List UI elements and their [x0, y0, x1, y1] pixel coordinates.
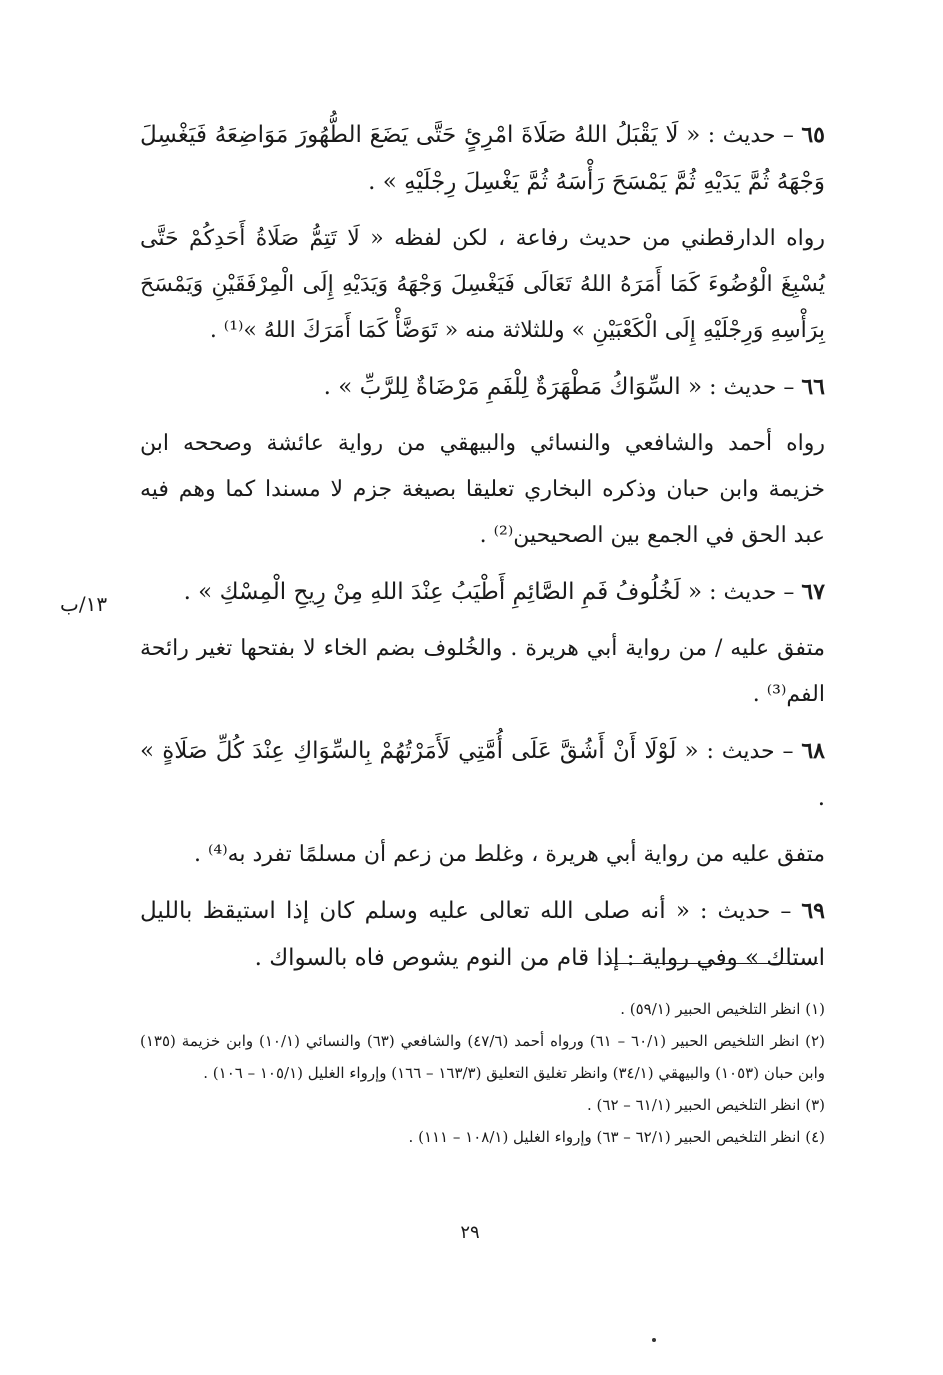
hadith-label: – حديث : [700, 899, 792, 924]
hadith-67 [140, 569, 825, 616]
hadith-text: « السِّوَاكُ مَطْهَرَةٌ لِلْفَمِ مَرْضَاةٌ لِلرَّبِّ » . [323, 374, 703, 400]
hadith-label: – حديث : [709, 375, 795, 400]
hadith-label: – حديث : [707, 123, 794, 148]
hadith-label: – حديث : [709, 580, 795, 605]
footnote-3: (٣) انظر التلخيص الحبير (٦١/١ – ٦٢) . [587, 1096, 825, 1114]
footnote-2: (٢) انظر التلخيص الحبير (٦٠/١ – ٦١) ورواه أحمد (٤٧/٦) والشافعي (٦٣) والنسائي (١٠/١) وابن خزيمة (١٣٥) وابن حبان (١٠٥٣) والبيهقي (٣٤/١) وانظر تغليق التعليق (١٦٣/٣ – ١٦٦) وإرواء الغليل (١٠٥/١ – ١٠٦) . [140, 1032, 825, 1082]
hadith-number: ٦٥ [801, 122, 825, 148]
hadith-number: ٦٦ [801, 374, 825, 400]
footnote-4: (٤) انظر التلخيص الحبير (٦٢/١ – ٦٣) وإرواء الغليل (١٠٨/١ – ١١١) . [408, 1128, 825, 1146]
footnote-separator [605, 963, 818, 964]
hadith-68 [140, 728, 825, 822]
main-text [140, 112, 825, 992]
hadith-text: « لَوْلَا أَنْ أَشُقَّ عَلَى أُمَّتِي لَأَمَرْتُهُمْ بِالسِّوَاكِ عِنْدَ كُلِّ صَلَاةٍ » . [140, 738, 825, 811]
footnotes [140, 993, 825, 1153]
hadith-65 [140, 112, 825, 206]
hadith-69 [140, 888, 825, 982]
hadith-text: « لَا يَقْبَلُ اللهُ صَلَاةَ امْرِئٍ حَتَّى يَضَعَ الطُّهُورَ مَوَاضِعَهُ فَيَغْسِلَ وَجْهَهُ ثُمَّ يَدَيْهِ ثُمَّ يَمْسَحَ رَأْسَهُ ثُمَّ يَغْسِلَ رِجْلَيْهِ » . [140, 122, 825, 195]
commentary-65: رواه الدارقطني من حديث رفاعة ، لكن لفظه « لَا تَتِمُّ صَلَاةُ أَحَدِكُمْ حَتَّى يُسْبِغَ الْوُضُوءَ كَمَا أَمَرَهُ اللهُ تَعَالَى فَيَغْسِلَ وَجْهَهُ وَيَدَيْهِ إِلَى الْمِرْفَقَيْنِ وَيَمْسَحَ بِرَأْسِهِ وَرِجْلَيْهِ إِلَى الْكَعْبَيْنِ » وللثلاثة منه « تَوَضَّأْ كَمَا أَمَرَكَ اللهُ »⁽¹⁾ . [140, 226, 825, 343]
manuscript-margin-note: ١٣/ب [60, 592, 108, 616]
hadith-text: « لَخُلُوفُ فَمِ الصَّائِمِ أَطْيَبُ عِنْدَ اللهِ مِنْ رِيحِ الْمِسْكِ » . [183, 579, 703, 605]
hadith-number: ٦٩ [801, 898, 825, 924]
scan-speck [652, 1338, 656, 1342]
hadith-number: ٦٧ [801, 579, 825, 605]
hadith-label: – حديث : [706, 739, 794, 764]
hadith-66 [140, 364, 825, 411]
commentary-66: رواه أحمد والشافعي والنسائي والبيهقي من رواية عائشة وصححه ابن خزيمة وابن حبان وذكره البخاري تعليقا بصيغة جزم لا مسندا كما وهم فيه عبد الحق في الجمع بين الصحيحين⁽²⁾ . [140, 431, 825, 548]
hadith-number: ٦٨ [801, 738, 825, 764]
footnote-1: (١) انظر التلخيص الحبير (٥٩/١) . [620, 1000, 825, 1018]
commentary-67: متفق عليه / من رواية أبي هريرة . والخُلوف بضم الخاء لا بفتحها تغير رائحة الفم⁽³⁾ . [140, 636, 825, 707]
page-number: ٢٩ [460, 1222, 480, 1243]
commentary-68: متفق عليه من رواية أبي هريرة ، وغلط من زعم أن مسلمًا تفرد به⁽⁴⁾ . [194, 842, 825, 867]
hadith-text: « أنه صلى الله تعالى عليه وسلم كان إذا استيقظ بالليل استاك » وفي رواية : إذا قام من النوم يشوص فاه بالسواك . [140, 898, 825, 971]
